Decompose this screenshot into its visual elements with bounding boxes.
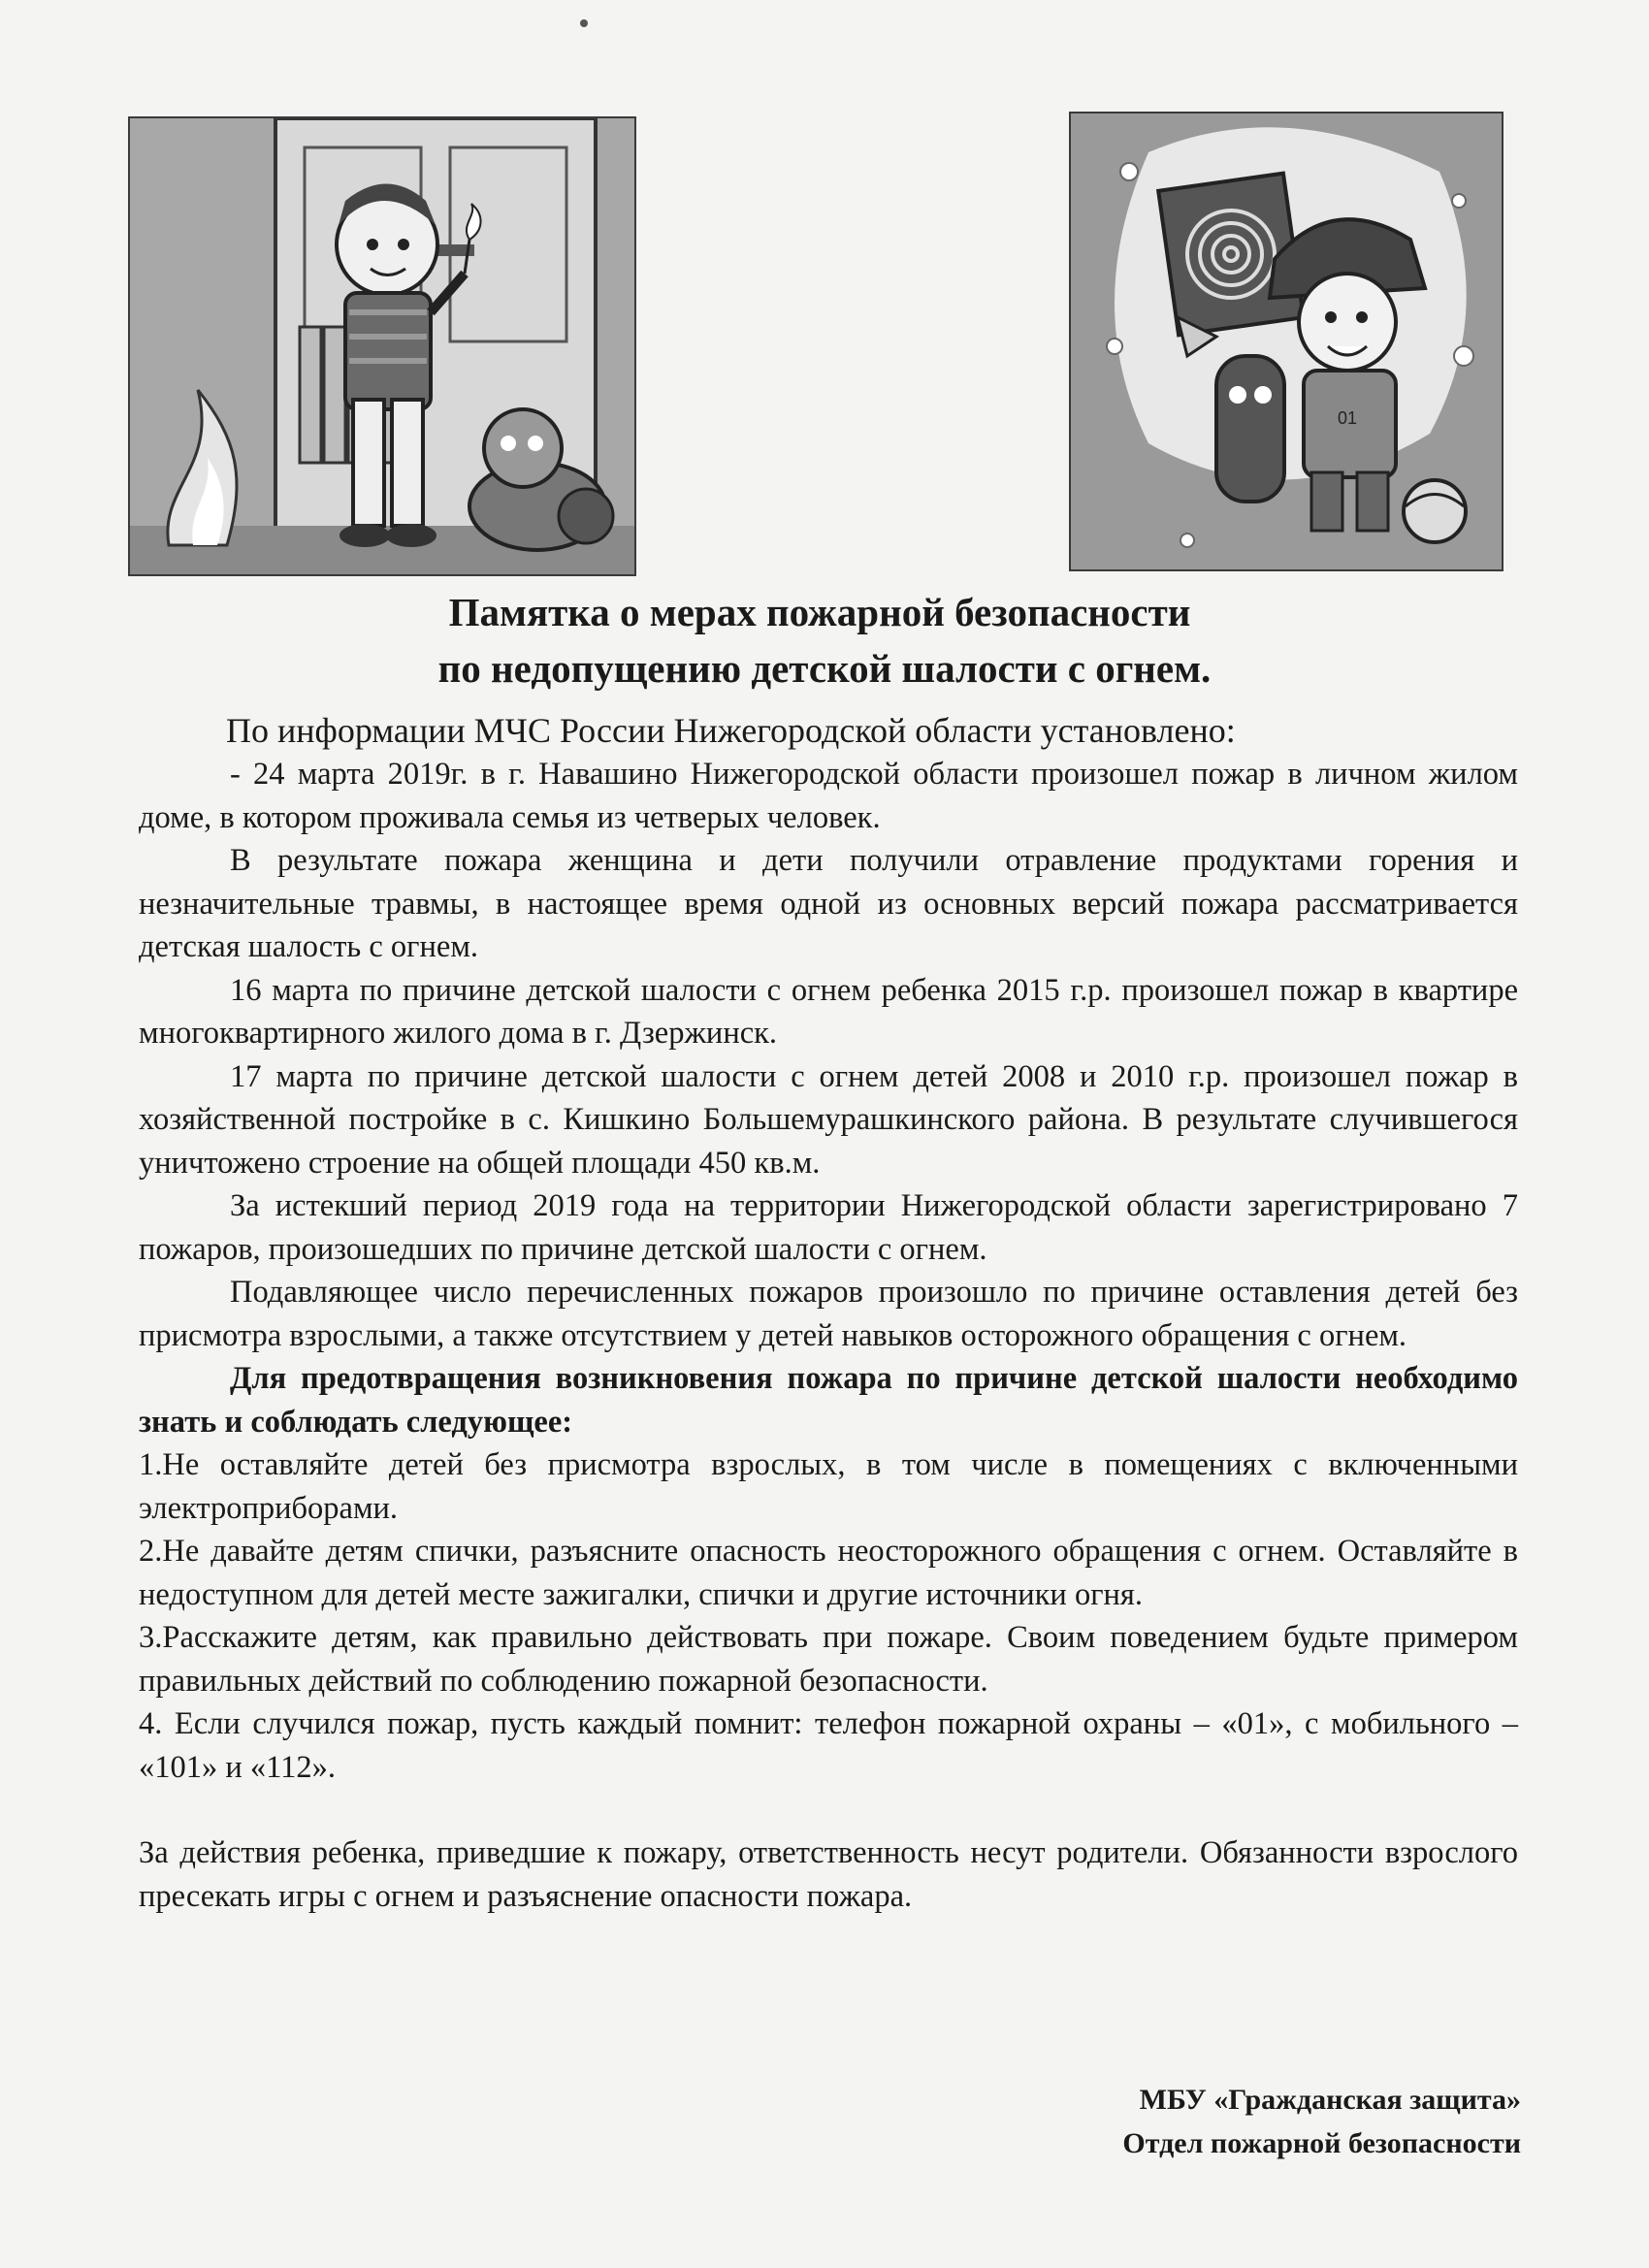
boy-with-matches-illustration [128, 116, 636, 576]
memo-title [0, 584, 1649, 697]
paragraph-statistics: За истекший период 2019 года на территории Нижегородской области зарегистрировано 7 пожаров, произошедших по причине детской шалости с огнем. [139, 1188, 1518, 1267]
paragraph-dzerzhinsk: 16 марта по причине детской шалости с огнем ребенка 2015 г.р. произошел пожар в квартире многоквартирного жилого дома в г. Дзержинск. [139, 972, 1518, 1051]
firefighter-boy-icon [1071, 113, 1502, 569]
rule-3: 3.Расскажите детям, как правильно действовать при пожаре. Своим поведением будьте примером правильных действий по соблюдению пожарной безопасности. [139, 1620, 1518, 1699]
signature-block [1018, 2078, 1521, 2165]
paragraph-result: В результате пожара женщина и дети получили отравление продуктами горения и незначительные травмы, в настоящее время одной из основных версий пожара рассматривается детская шалость с огнем. [139, 843, 1518, 964]
scan-speck [580, 19, 588, 27]
firefighter-boy-extinguisher-illustration [1069, 112, 1504, 571]
title-line-2: по недопущению детской шалости с огнем. [437, 646, 1212, 691]
rules-heading: Для предотвращения возникновения пожара по причине детской шалости необходимо знать и соблюдать следующее: [139, 1361, 1518, 1440]
paragraph-navashino: - 24 марта 2019г. в г. Навашино Нижегородской области произошел пожар в личном жилом доме, в котором проживала семья из четверых человек. [139, 757, 1518, 835]
title-line-1: Памятка о мерах пожарной безопасности [448, 590, 1191, 634]
signature-department: Отдел пожарной безопасности [1122, 2127, 1521, 2159]
svg-text:01: 01 [1338, 408, 1358, 428]
paragraph-causes: Подавляющее число перечисленных пожаров произошло по причине оставления детей без присмотра взрослыми, а также отсутствием у детей навыков осторожного обращения с огнем. [139, 1275, 1518, 1353]
closing-paragraph: За действия ребенка, приведшие к пожару, ответственность несут родители. Обязанности взрослого пресекать игры с огнем и разъяснение опасности пожара. [139, 1835, 1518, 1914]
lead-paragraph: По информации МЧС России Нижегородской области установлено: [226, 711, 1236, 750]
memo-body [139, 708, 1518, 1918]
rule-2: 2.Не давайте детям спички, разъясните опасность неосторожного обращения с огнем. Оставляйте в недоступном для детей месте зажигалки, спички и другие источники огня. [139, 1534, 1518, 1612]
paragraph-kishkino: 17 марта по причине детской шалости с огнем детей 2008 и 2010 г.р. произошел пожар в хозяйственной постройке в с. Кишкино Большемурашкинского района. В результате случившегося уничтожено строение на общей площади 450 кв.м. [139, 1058, 1518, 1181]
rule-4: 4. Если случился пожар, пусть каждый помнит: телефон пожарной охраны – «01», с мобильного – «101» и «112». [139, 1706, 1518, 1785]
signature-organization: МБУ «Гражданская защита» [1139, 2084, 1521, 2116]
boy-with-matches-icon [130, 118, 634, 574]
spacer [139, 1789, 1518, 1831]
rule-1: 1.Не оставляйте детей без присмотра взрослых, в том числе в помещениях с включенными электроприборами. [139, 1447, 1518, 1526]
